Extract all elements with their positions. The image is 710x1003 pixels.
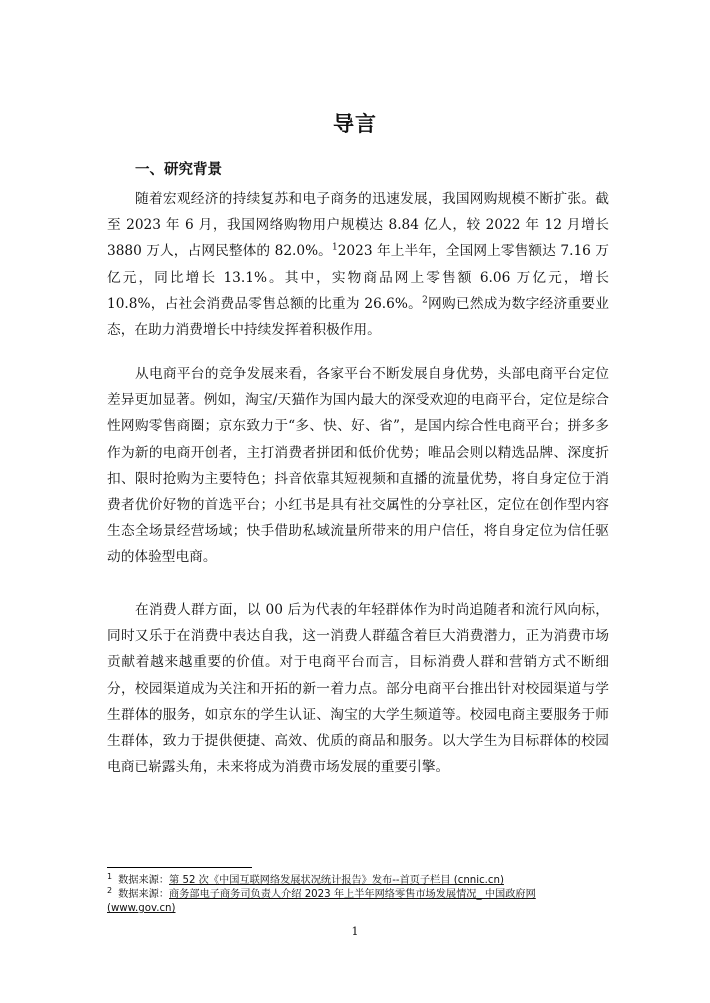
paragraph-1-part-1: 随着宏观经济的持续复苏和电子商务的迅速发展，我国网购规模不断扩张。截至 2023 年 6 月，我国网络购物用户规模达 8.84 亿人，较 2022 年 12 月增长 3880 万人，占网民整体的 82.0%。 xyxy=(107,191,609,260)
paragraph-2 xyxy=(107,361,609,571)
footnote-link[interactable]: 商务部电子商务司负责人介绍 2023 年上半年网络零售市场发展情况_ 中国政府网 xyxy=(169,889,536,900)
page-number: 1 xyxy=(351,925,359,938)
footnote-prefix: 数据来源： xyxy=(118,875,170,886)
footnotes xyxy=(107,871,617,916)
paragraph-1 xyxy=(107,186,609,343)
paragraph-1-part-2: 2023 年上半年，全国网上零售额达 7.16 万亿元，同比增长 13.1%。其中，实物商品网上零售额 6.06 万亿元，增长 10.8%，占社会消费品零售总额的比重为 26.6%。 xyxy=(107,243,609,312)
page-title: 导言 xyxy=(333,112,377,136)
footnote-1 xyxy=(107,871,617,888)
paragraph-3-text: 在消费人群方面，以 00 后为代表的年轻群体作为时尚追随者和流行风向标，同时又乐于在消费中表达自我，这一消费人群蕴含着巨大消费潜力，正为消费市场贡献着越来越重要的价值。对于电商平台而言，目标消费人群和营销方式不断细分，校园渠道成为关注和开拓的新一着力点。部分电商平台推出针对校园渠道与学生群体的服务，如京东的学生认证、淘宝的大学生频道等。校园电商主要服务于师生群体，致力于提供便捷、高效、优质的商品和服务。以大学生为目标群体的校园电商已崭露头角，未来将成为消费市场发展的重要引擎。 xyxy=(107,602,609,776)
paragraph-1-part-3: 网购已然成为数字经济重要业态，在助力消费增长中持续发挥着积极作用。 xyxy=(107,295,609,339)
footnote-link[interactable]: 第 52 次《中国互联网络发展状况统计报告》发布--首页子栏目 (cnnic.cn) xyxy=(169,875,504,886)
footnote-2-continued xyxy=(107,902,617,916)
footnote-marker: 1 xyxy=(107,871,113,881)
section-heading: 一、研究背景 xyxy=(135,162,222,178)
footnote-ref-1[interactable]: 1 xyxy=(331,242,338,253)
paragraph-3 xyxy=(107,597,609,780)
footnote-prefix: 数据来源： xyxy=(118,889,170,900)
footnote-link-continued[interactable]: (www.gov.cn) xyxy=(107,903,176,914)
paragraph-2-text: 从电商平台的竞争发展来看，各家平台不断发展自身优势，头部电商平台定位差异更加显著。例如，淘宝/天猫作为国内最大的深受欢迎的电商平台，定位是综合性网购零售商圈；京东致力于“多、快、好、省”，是国内综合性电商平台；拼多多作为新的电商开创者，主打消费者拼团和低价优势；唯品会则以精选品牌、深度折扣、限时抢购为主要特色；抖音依靠其短视频和直播的流量优势，将自身定位于消费者优价好物的首选平台；小红书是具有社交属性的分享社区，定位在创作型内容生态全场景经营场域；快手借助私域流量所带来的用户信任，将自身定位为信任驱动的体验型电商。 xyxy=(107,366,609,566)
footnote-divider xyxy=(107,867,252,868)
footnote-ref-2[interactable]: 2 xyxy=(422,295,428,306)
footnote-2 xyxy=(107,885,617,902)
footnote-marker: 2 xyxy=(107,885,113,895)
